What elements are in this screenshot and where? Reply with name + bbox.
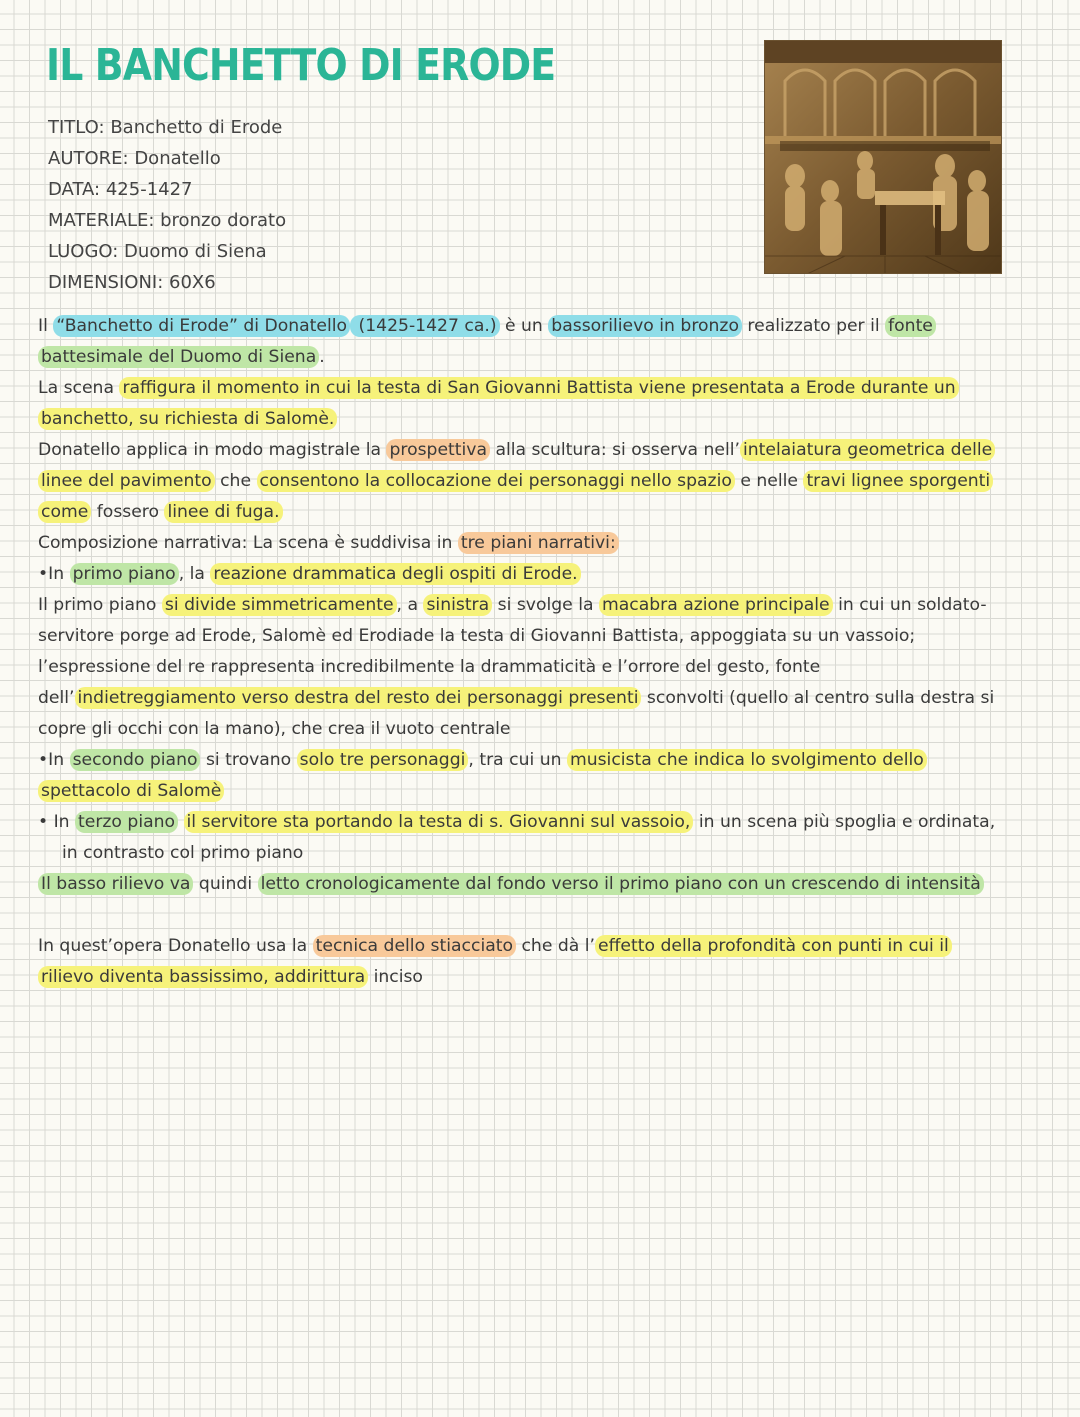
text-run: quindi xyxy=(193,874,258,894)
text-run xyxy=(178,812,183,832)
relief-image xyxy=(764,40,1002,274)
highlighted-text: primo piano xyxy=(70,563,179,585)
text-run: realizzato per il xyxy=(741,316,886,336)
highlighted-text: sinistra xyxy=(423,594,492,616)
text-run: sconvolti (quello al centro sulla destra si copre gli occhi con la mano), che crea il vuoto centrale xyxy=(38,688,995,739)
text-run: Composizione narrativa: La scena è suddivisa in xyxy=(38,533,458,553)
highlighted-text: “Banchetto di Erode” di Donatello xyxy=(53,315,350,337)
highlighted-text: (1425-1427 ca.) xyxy=(350,315,499,337)
info-author: AUTORE: Donatello xyxy=(48,148,221,169)
highlighted-text: bassorilievo in bronzo xyxy=(548,315,742,337)
text-run: Il xyxy=(38,316,54,336)
paragraph xyxy=(38,869,998,900)
highlighted-text: solo tre personaggi xyxy=(297,749,469,771)
highlighted-text: Il basso rilievo va xyxy=(38,873,193,895)
highlighted-text: reazione drammatica degli ospiti di Erode. xyxy=(210,563,580,585)
body-text xyxy=(38,311,998,993)
paragraph xyxy=(38,311,998,373)
text-run: è un xyxy=(499,316,549,336)
text-run: in cui un soldato-servitore porge ad Erode, Salomè ed Erodiade la testa di Giovanni Battista, appoggiata su un vassoio; l’espressione del re rappresenta incredibilmente la drammaticità e l’orrore del gesto, fonte dell’ xyxy=(38,595,987,708)
paragraph xyxy=(38,807,998,869)
paragraph xyxy=(38,590,998,745)
paragraph xyxy=(38,745,998,807)
highlighted-text: fonte battesimale del Duomo di Siena xyxy=(38,315,936,368)
text-run: e nelle xyxy=(734,471,804,491)
text-run: Il primo piano xyxy=(38,595,162,615)
highlighted-text: intelaiatura geometrica delle linee del pavimento xyxy=(38,439,995,492)
info-title: TITLO: Banchetto di Erode xyxy=(48,117,283,138)
bronze-relief-illustration xyxy=(765,41,1002,274)
text-run: Donatello applica in modo magistrale la xyxy=(38,440,387,460)
text-run: La scena xyxy=(38,378,120,398)
text-run: inciso xyxy=(368,967,423,987)
highlighted-text: travi lignee sporgenti come xyxy=(38,470,993,523)
text-run: in un scena più spoglia e ordinata, in contrasto col primo piano xyxy=(62,812,996,863)
highlighted-text: tecnica dello stiacciato xyxy=(313,935,516,957)
text-run: alla scultura: si osserva nell’ xyxy=(490,440,741,460)
text-run: . xyxy=(319,347,325,367)
highlighted-text: effetto della profondità con punti in cui il rilievo diventa bassissimo, addirittura xyxy=(38,935,952,988)
text-run: che xyxy=(214,471,257,491)
text-run: , tra cui un xyxy=(468,750,567,770)
text-run: , la xyxy=(178,564,211,584)
text-run: si trovano xyxy=(200,750,297,770)
text-run: si svolge la xyxy=(492,595,599,615)
highlighted-text: prospettiva xyxy=(386,439,490,461)
highlighted-text: letto cronologicamente dal fondo verso il primo piano con un crescendo di intensità xyxy=(258,873,984,895)
text-run: •In xyxy=(38,564,70,584)
highlighted-text: tre piani narrativi: xyxy=(458,532,619,554)
highlighted-text: indietreggiamento verso destra del resto dei personaggi presenti xyxy=(75,687,642,709)
highlighted-text: musicista che indica lo svolgimento dello spettacolo di Salomè xyxy=(38,749,927,802)
artwork-info-list xyxy=(48,112,286,298)
text-run: che dà l’ xyxy=(516,936,596,956)
highlighted-text: consentono la collocazione dei personaggi nello spazio xyxy=(257,470,735,492)
blank-line xyxy=(38,900,998,931)
highlighted-text: linee di fuga. xyxy=(164,501,282,523)
paragraph xyxy=(38,435,998,528)
highlighted-text: macabra azione principale xyxy=(599,594,833,616)
text-run: fossero xyxy=(91,502,165,522)
page-title: IL BANCHETTO DI ERODE xyxy=(46,40,556,91)
paragraph xyxy=(38,373,998,435)
text-run: , a xyxy=(396,595,424,615)
text-run: • In xyxy=(38,812,76,832)
info-date: DATA: 425-1427 xyxy=(48,179,193,200)
info-location: LUOGO: Duomo di Siena xyxy=(48,241,267,262)
highlighted-text: il servitore sta portando la testa di s. Giovanni sul vassoio, xyxy=(184,811,694,833)
paragraph xyxy=(38,528,998,559)
highlighted-text: si divide simmetricamente xyxy=(162,594,397,616)
paragraph xyxy=(38,931,998,993)
paragraph xyxy=(38,559,998,590)
info-material: MATERIALE: bronzo dorato xyxy=(48,210,287,231)
text-run: •In xyxy=(38,750,70,770)
highlighted-text: secondo piano xyxy=(70,749,201,771)
highlighted-text: terzo piano xyxy=(75,811,178,833)
text-run: In quest’opera Donatello usa la xyxy=(38,936,313,956)
highlighted-text: raffigura il momento in cui la testa di San Giovanni Battista viene presentata a Erode durante un banchetto, su richiesta di Salomè. xyxy=(38,377,959,430)
info-dimensions: DIMENSIONI: 60X6 xyxy=(48,272,216,293)
